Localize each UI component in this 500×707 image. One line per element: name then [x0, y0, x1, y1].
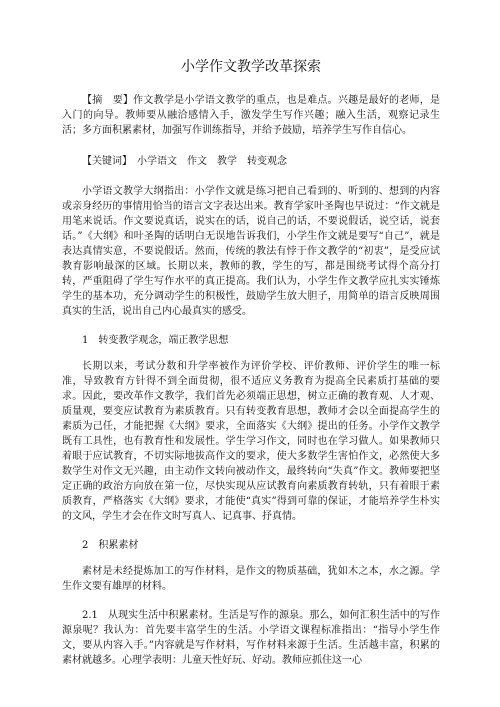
document-title: 小学作文教学改革探索	[181, 59, 321, 75]
section-2-paragraph: 素材是未经提炼加工的写作材料，是作文的物质基础，犹如木之本，水之源。学生作文要有雄厚的材料。	[62, 566, 440, 592]
intro-paragraph: 小学语文教学大纲指出：小学作文就是练习把自己看到的、听到的、想到的内容或亲身经历的事情用恰当的语言文字表达出来。教育学家叶圣陶也早说过：“作文就是用笔来说话。作文要说真话，说实在的话，说自己的话，不要说假话，说空话，说套话。”《大纲》和叶圣陶的话明白无误地告诉我们，小学生作文就是要写“自己”，就是表达真情实意，不要说假话。然而，传统的教法有悖于作文教学的“初衷”，是受应试教育影响最深的区域。长期以来，教师的教，学生的写，都是围绕考试得个高分打转，严重阻碍了学生写作水平的真正提高。我们认为，小学生作文教学应扎实实锤炼学生的基本功，充分调动学生的积极性，鼓励学生放大胆子，用简单的语言反映周围真实的生活，说出自己内心最真实的感受。	[62, 186, 440, 317]
keywords-line: 【关键词】 小学语文 作文 教学 转变观念	[82, 156, 287, 167]
section-2-heading: 2 积累素材	[82, 540, 139, 551]
abstract-paragraph: 【摘 要】作文教学是小学语文教学的重点，也是难点。兴趣是最好的老师，是入门的向导。教师要从融洽感情入手，激发学生写作兴趣；融入生活，观察记录生活；多方面积累素材，加强写作训练指导，并给予鼓励，培养学生写作自信心。	[62, 95, 440, 136]
section-2-1-paragraph: 2.1 从现实生活中积累素材。生活是写作的源泉。那么，如何汇积生活中的写作源泉呢？我认为：首先要丰富学生的生活。小学语文课程标准指出：“指导小学生作文，要从内容入手。”内容就是写作材料，写作材料来源于生活。生活越丰富，积累的素材就越多。心理学表明：儿童天性好玩、好动。教师应抓住这一心	[62, 610, 440, 666]
section-1-paragraph: 长期以来，考试分数和升学率被作为评价学校、评价教师、评价学生的唯一标准，导致教育方针得不到全面贯彻，很不适应义务教育为提高全民素质打基础的要求。因此，要改革作文教学，我们首先必须端正思想，树立正确的教育观、人才观、质量观，要变应试教育为素质教育。只有转变教育思想，教师才会以全面提高学生的素质为己任，才能把握《大纲》要求，全面落实《大纲》提出的任务。小学作文教学既有工具性，也有教育性和发展性。学生学习作文，同时也在学习做人。如果教师只着眼于应试教育，不切实际地拔高作文的要求，使大多数学生害怕作文，必然使大多数学生对作文无兴趣，由主动作文转向被动作文，最终转向“失真”作文。教师要把坚定正确的政治方向放在第一位，尽快实现从应试教育向素质教育转轨，只有着眼于素质教育，严格落实《大纲》要求，才能使“真实”得到可靠的保证，才能培养学生朴实的文风，学生才会在作文时写真人、记真事、抒真情。	[62, 361, 440, 522]
section-1-heading: 1 转变教学观念，端正教学思想	[82, 335, 229, 346]
